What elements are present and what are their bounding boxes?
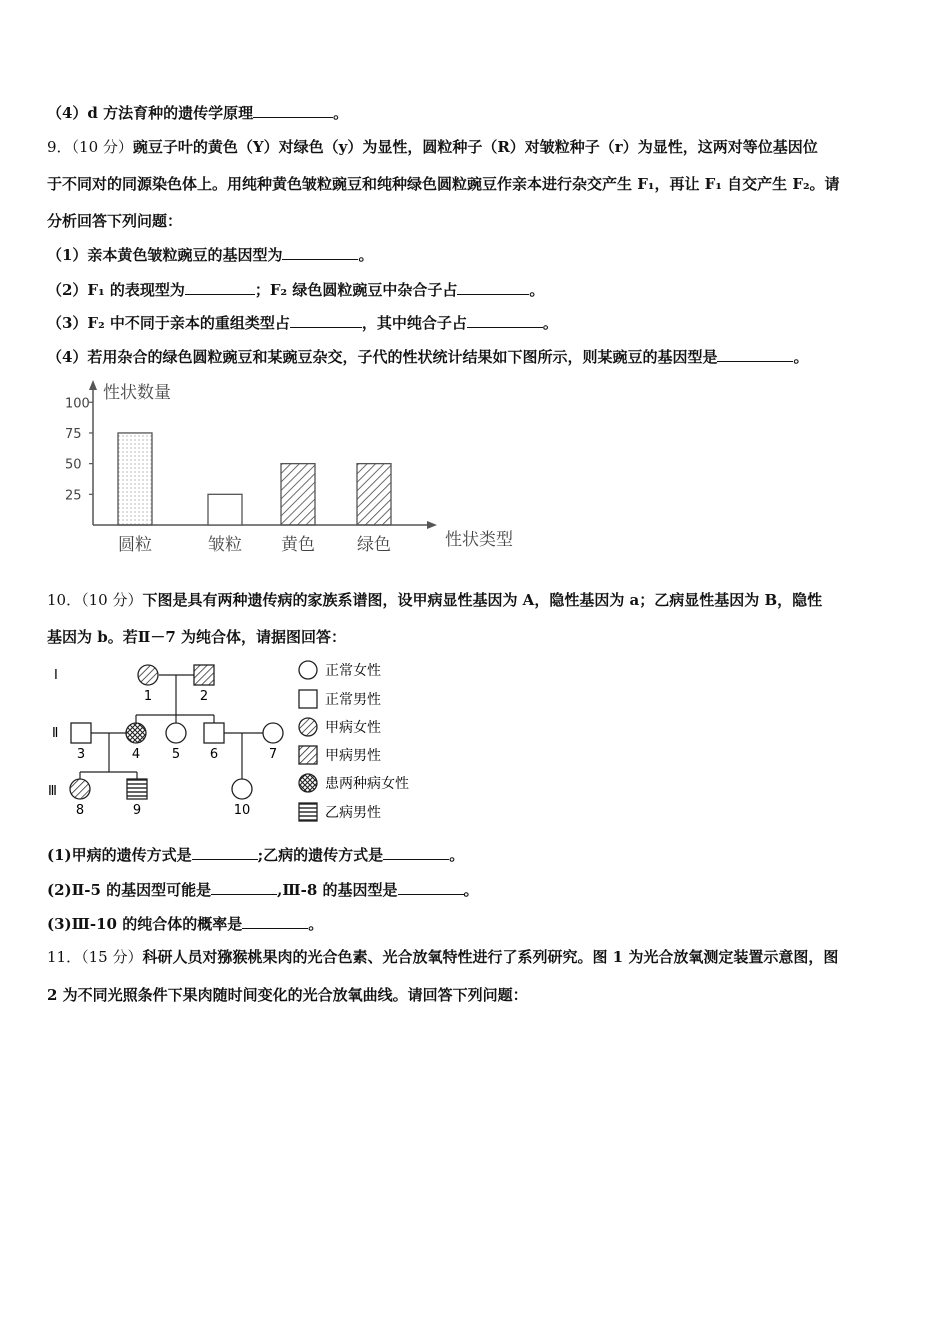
q9-part1: （1）亲本黄色皱粒豌豆的基因型为 。 bbox=[47, 246, 374, 264]
q9-part2: （2）F₁ 的表现型为 ；F₂ 绿色圆粒豌豆中杂合子占 。 bbox=[47, 281, 545, 299]
question-number: 9． bbox=[47, 138, 72, 156]
individual-5 bbox=[166, 723, 186, 743]
legend-label: 正常男性 bbox=[325, 692, 381, 708]
individual-8 bbox=[70, 779, 90, 799]
legend-label: 甲病女性 bbox=[325, 720, 381, 736]
x-axis-arrow bbox=[427, 521, 437, 529]
y-axis-title: 性状数量 bbox=[103, 383, 171, 403]
legend-affected-b-male-icon bbox=[299, 803, 317, 821]
question-points: （10 分） bbox=[71, 138, 133, 156]
answer-blank[interactable] bbox=[383, 845, 449, 860]
y-tick-label: 75 bbox=[65, 426, 82, 442]
x-tick-label: 绿色 bbox=[357, 535, 391, 555]
q10-stem-line2: 基因为 b。若Ⅱ－7 为纯合体，请据图回答： bbox=[47, 628, 347, 646]
q10-stem-line1: 10．（10 分）下图是具有两种遗传病的家族系谱图，设甲病显性基因为 A，隐性基因为 a；乙病显性基因为 B，隐性 bbox=[47, 591, 823, 609]
individual-id: 6 bbox=[209, 747, 219, 762]
question-points: （15 分） bbox=[81, 948, 143, 966]
answer-blank[interactable] bbox=[467, 313, 543, 328]
y-tick-label: 25 bbox=[65, 488, 82, 504]
individual-id: 8 bbox=[75, 803, 85, 818]
individual-3 bbox=[71, 723, 91, 743]
individual-id: 9 bbox=[132, 803, 142, 818]
individual-id: 5 bbox=[171, 747, 181, 762]
question-number: 11． bbox=[47, 948, 82, 966]
legend-label: 甲病男性 bbox=[325, 748, 381, 764]
x-tick-label: 黄色 bbox=[281, 535, 315, 555]
answer-blank[interactable] bbox=[398, 880, 464, 895]
q9-stem-line3: 分析回答下列问题： bbox=[47, 212, 183, 230]
individual-id: 2 bbox=[199, 689, 209, 704]
answer-blank[interactable] bbox=[211, 880, 277, 895]
legend-normal-male-icon bbox=[299, 690, 317, 708]
individual-2 bbox=[194, 665, 214, 685]
legend-label: 乙病男性 bbox=[325, 805, 381, 821]
bar-2 bbox=[208, 494, 242, 525]
q10-part3: (3)Ⅲ-10 的纯合体的概率是 。 bbox=[47, 915, 324, 933]
x-axis-title: 性状类型 bbox=[445, 530, 513, 550]
q10-part2: (2)Ⅱ-5 的基因型可能是 ,Ⅲ-8 的基因型是 。 bbox=[47, 881, 479, 899]
q11-stem-line1: 11．（15 分）科研人员对猕猴桃果肉的光合色素、光合放氧特性进行了系列研究。图 1 为光合放氧测定装置示意图，图 bbox=[47, 948, 839, 966]
answer-blank[interactable] bbox=[717, 347, 793, 362]
individual-id: 1 bbox=[143, 689, 153, 704]
legend-affected-a-female-icon bbox=[299, 718, 317, 736]
x-tick-label: 皱粒 bbox=[208, 535, 242, 555]
pedigree-chart bbox=[40, 655, 440, 825]
q9-part3: （3）F₂ 中不同于亲本的重组类型占 ，其中纯合子占 。 bbox=[47, 314, 558, 332]
individual-1 bbox=[138, 665, 158, 685]
generation-label: Ⅱ bbox=[52, 726, 59, 741]
individual-9 bbox=[127, 779, 147, 799]
q9-part4: （4）若用杂合的绿色圆粒豌豆和某豌豆杂交，子代的性状统计结果如下图所示，则某豌豆的基因型是 。 bbox=[47, 348, 809, 366]
individual-4 bbox=[126, 723, 146, 743]
bar-3 bbox=[281, 464, 315, 525]
legend-affected-a-male-icon bbox=[299, 746, 317, 764]
q9-stem-line1: 9．（10 分）豌豆子叶的黄色（Y）对绿色（y）为显性，圆粒种子（R）对皱粒种子（r）为显性，这两对等位基因位 bbox=[47, 138, 818, 156]
question-points: （10 分） bbox=[81, 591, 143, 609]
individual-6 bbox=[204, 723, 224, 743]
bar-4 bbox=[357, 464, 391, 525]
legend-label: 正常女性 bbox=[325, 663, 381, 679]
y-tick-label: 100 bbox=[65, 396, 90, 412]
question-text: （4）d 方法育种的遗传学原理 bbox=[47, 104, 254, 122]
individual-id: 7 bbox=[268, 747, 278, 762]
generation-label: Ⅲ bbox=[48, 784, 57, 799]
individual-7 bbox=[263, 723, 283, 743]
answer-blank[interactable] bbox=[457, 280, 529, 295]
individual-id: 4 bbox=[131, 747, 141, 762]
x-tick-label: 圆粒 bbox=[118, 535, 152, 555]
answer-blank[interactable] bbox=[242, 914, 308, 929]
bar-1 bbox=[118, 433, 152, 525]
legend-label: 患两种病女性 bbox=[325, 776, 409, 792]
q9-stem-line2: 于不同对的同源染色体上。用纯种黄色皱粒豌豆和纯种绿色圆粒豌豆作亲本进行杂交产生 F₁，再让 F₁ 自交产生 F₂。请 bbox=[47, 175, 840, 193]
legend-both-diseases-female-icon bbox=[299, 774, 317, 792]
q11-stem-line2: 2 为不同光照条件下果肉随时间变化的光合放氧曲线。请回答下列问题： bbox=[47, 986, 528, 1004]
q8-part4: （4）d 方法育种的遗传学原理 。 bbox=[47, 104, 349, 122]
answer-blank[interactable] bbox=[290, 313, 362, 328]
answer-blank[interactable] bbox=[282, 245, 358, 260]
answer-blank[interactable] bbox=[185, 280, 255, 295]
individual-id: 3 bbox=[76, 747, 86, 762]
y-axis-arrow bbox=[89, 380, 97, 390]
generation-label: Ⅰ bbox=[54, 668, 58, 683]
y-tick-label: 50 bbox=[65, 457, 82, 473]
question-number: 10． bbox=[47, 591, 82, 609]
q10-part1: (1)甲病的遗传方式是 ;乙病的遗传方式是 。 bbox=[47, 846, 465, 864]
individual-id: 10 bbox=[233, 803, 251, 818]
individual-10 bbox=[232, 779, 252, 799]
answer-blank[interactable] bbox=[253, 103, 333, 118]
trait-bar-chart bbox=[45, 378, 555, 558]
legend-normal-female-icon bbox=[299, 661, 317, 679]
answer-blank[interactable] bbox=[192, 845, 258, 860]
